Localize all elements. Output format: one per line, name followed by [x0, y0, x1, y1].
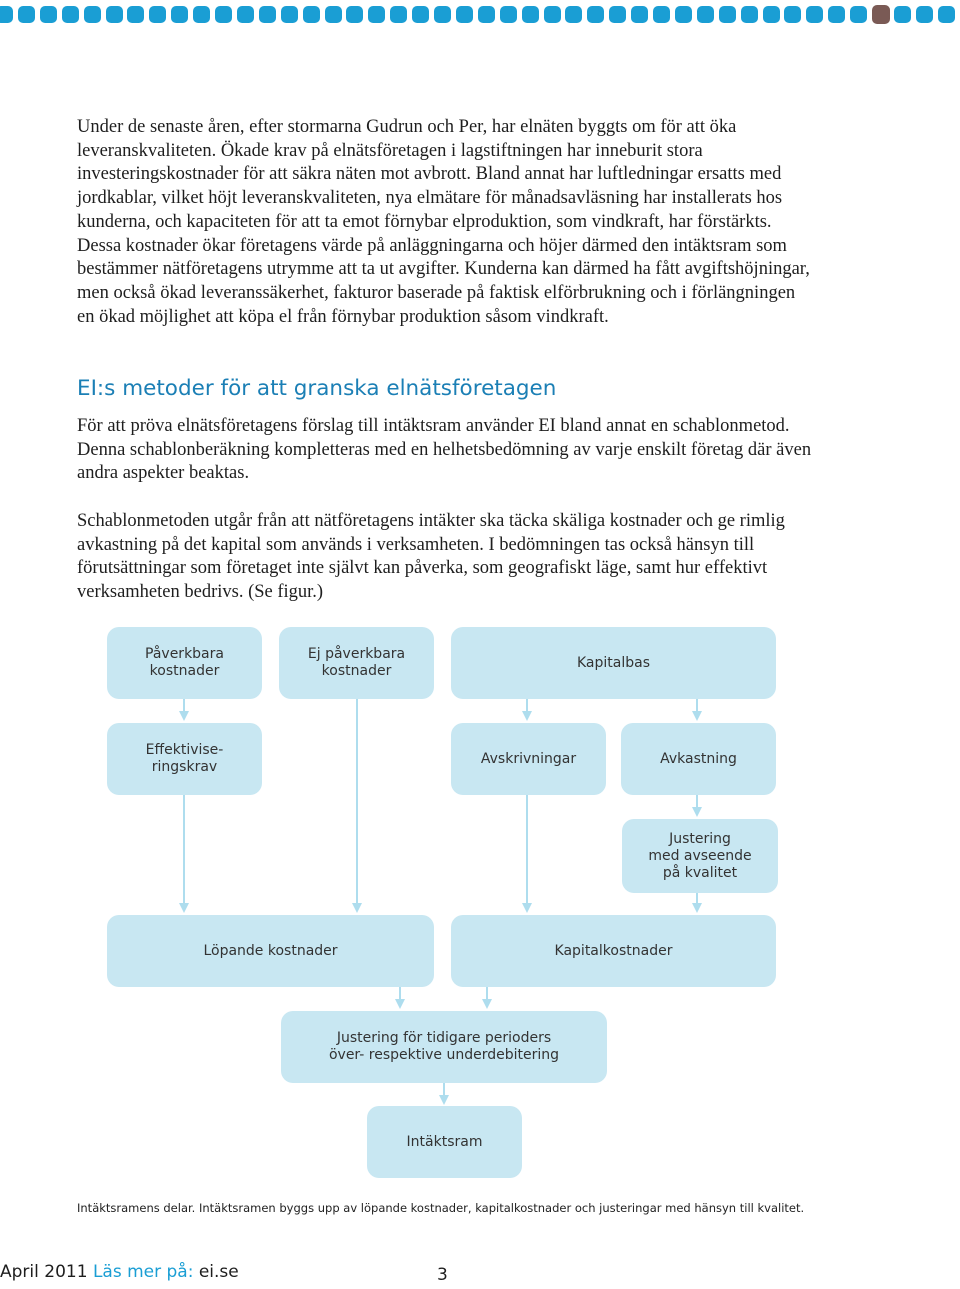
footer-date: April 2011	[0, 1262, 88, 1282]
box-avkastning: Avkastning	[621, 723, 776, 795]
box-justering-perioder: Justering för tidigare perioders över- respektive underdebitering	[281, 1011, 607, 1083]
box-kapitalbas: Kapitalbas	[451, 627, 776, 699]
schablon-paragraph: Schablonmetoden utgår från att nätföretagens intäkter ska täcka skäliga kostnader och ge rimlig avkastning på det kapital som används i verksamheten. I bedömningen tas också hänsyn till förutsättningar som företaget inte självt kan påverka, som geografiskt läge, samt hur effektivt verksamheten bedrivs. (Se figur.)	[77, 511, 785, 603]
box-paverkbara-kostnader: Påverkbara kostnader	[107, 627, 262, 699]
page-number: 3	[437, 1265, 448, 1285]
box-justering-kvalitet: Justering med avseende på kvalitet	[622, 819, 778, 893]
box-kapitalkostnader: Kapitalkostnader	[451, 915, 776, 987]
intro-paragraph: Under de senaste åren, efter stormarna Gudrun och Per, har elnäten byggts om för att öka leveranskvaliteten. Ökade krav på elnätsföretagen i lagstiftningen har inneburit stora investeringskostnader för att säkra näten mot avbrott. Bland annat har luftledningar ersatts med jordkablar, vilket höjt leveranskvaliteten, nya elmätare för månadsavläsning har installerats hos kunderna, och kapaciteten för att ta emot förnybar elproduktion, som vindkraft, har förstärkts. Dessa kostnader ökar företagens värde på anläggningarna och höjer därmed den intäktsram som bestämmer nätföretagens utrymme att ta ut avgifter. Kunderna kan därmed ha fått avgiftshöjningar, men också ökad leveranssäkerhet, fakturor baserade på faktisk elförbrukning och i förlängningen en ökad möjlighet att köpa el från förnybar produktion såsom vindkraft.	[77, 117, 810, 327]
footer-read-more: Läs mer på:	[92, 1262, 194, 1282]
box-intaktsram: Intäktsram	[367, 1106, 522, 1178]
footer	[0, 1262, 239, 1282]
section-heading: EI:s metoder för att granska elnätsföretagen	[77, 376, 557, 401]
figure-caption: Intäktsramens delar. Intäktsramen byggs upp av löpande kostnader, kapitalkostnader och justeringar med hänsyn till kvalitet.	[77, 1201, 805, 1215]
method-paragraph: För att pröva elnätsföretagens förslag till intäktsram använder EI bland annat en schablonmetod. Denna schablonberäkning kompletteras med en helhetsbedömning av varje enskilt företag där även andra aspekter beaktas.	[77, 416, 812, 484]
box-avskrivningar: Avskrivningar	[451, 723, 606, 795]
box-ej-paverkbara-kostnader: Ej påverkbara kostnader	[279, 627, 434, 699]
box-effektiviseringskrav: Effektivise- ringskrav	[107, 723, 262, 795]
box-lopande-kostnader: Löpande kostnader	[107, 915, 434, 987]
footer-site-link[interactable]: ei.se	[198, 1262, 239, 1282]
